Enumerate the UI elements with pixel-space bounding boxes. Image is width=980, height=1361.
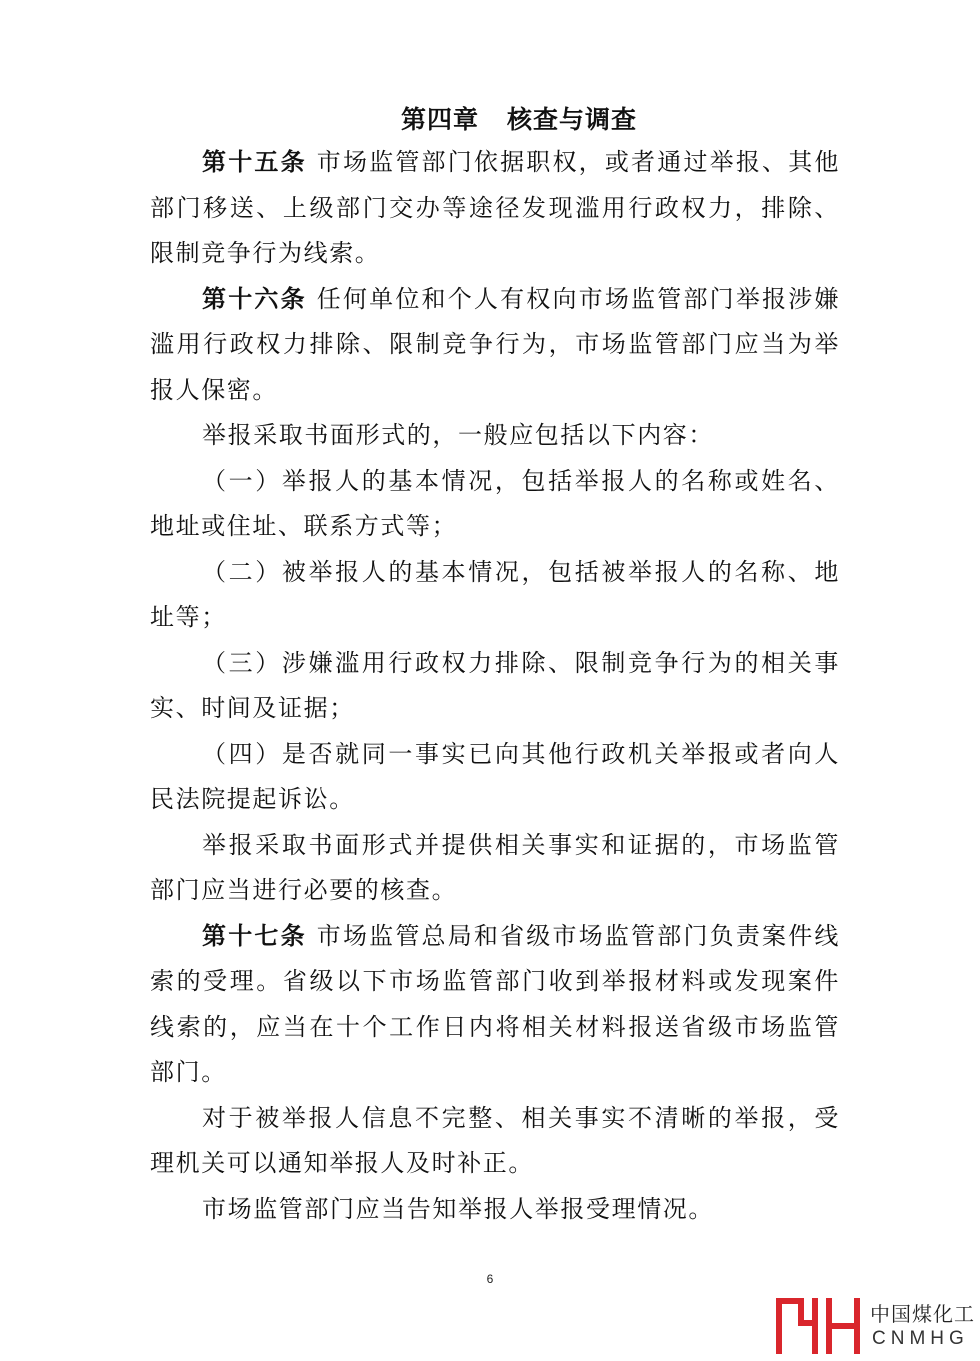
article-17-paragraph xyxy=(150,914,840,1096)
paragraph-text: 举报采取书面形式的，一般应包括以下内容： xyxy=(202,421,714,449)
paragraph-text: 市场监管部门依据职权，或者通过举报、其他部门移送、上级部门交办等途径发现滥用行政权力，排除、限制竞争行为线索。 xyxy=(150,148,840,267)
article-16-paragraph xyxy=(150,277,840,414)
list-item-1 xyxy=(150,459,840,550)
notify-paragraph xyxy=(150,1187,840,1233)
paragraph-text: 举报采取书面形式并提供相关事实和证据的，市场监管部门应当进行必要的核查。 xyxy=(150,830,840,904)
article-15-paragraph xyxy=(150,140,840,277)
watermark-cn-text: 中国煤化工 xyxy=(870,1302,975,1326)
paragraph-text: （一）举报人的基本情况，包括举报人的名称或姓名、地址或住址、联系方式等； xyxy=(150,466,840,540)
cnmhg-logo-icon xyxy=(776,1298,864,1354)
paragraph-text: 对于被举报人信息不完整、相关事实不清晰的举报，受理机关可以通知举报人及时补正。 xyxy=(150,1103,840,1177)
watermark-en-text: CNMHG xyxy=(872,1328,969,1349)
report-form-paragraph xyxy=(150,413,840,459)
article-number: 第十五条 xyxy=(202,148,307,176)
chapter-name: 核查与调查 xyxy=(507,105,638,134)
paragraph-text: （四）是否就同一事实已向其他行政机关举报或者向人民法院提起诉讼。 xyxy=(150,739,840,813)
paragraph-text: （二）被举报人的基本情况，包括被举报人的名称、地址等； xyxy=(150,557,840,631)
article-number: 第十七条 xyxy=(202,921,307,950)
paragraph-text: 市场监管部门应当告知举报人举报受理情况。 xyxy=(202,1194,714,1223)
verification-paragraph xyxy=(150,823,840,914)
list-item-3 xyxy=(150,641,840,732)
chapter-title xyxy=(58,100,980,140)
watermark-logo xyxy=(776,1296,980,1356)
paragraph-text: 任何单位和个人有权向市场监管部门举报涉嫌滥用行政权力排除、限制竞争行为，市场监管部门应当为举报人保密。 xyxy=(150,284,840,404)
page-number: 6 xyxy=(486,1272,494,1286)
list-item-2 xyxy=(150,550,840,641)
article-body xyxy=(150,140,840,1232)
chapter-number: 第四章 xyxy=(400,105,479,134)
supplement-paragraph xyxy=(150,1096,840,1187)
article-number: 第十六条 xyxy=(202,284,307,313)
paragraph-text: 市场监管总局和省级市场监管部门负责案件线索的受理。省级以下市场监管部门收到举报材料或发现案件线索的，应当在十个工作日内将相关材料报送省级市场监管部门。 xyxy=(150,921,840,1086)
list-item-4 xyxy=(150,732,840,823)
paragraph-text: （三）涉嫌滥用行政权力排除、限制竞争行为的相关事实、时间及证据； xyxy=(150,648,840,722)
